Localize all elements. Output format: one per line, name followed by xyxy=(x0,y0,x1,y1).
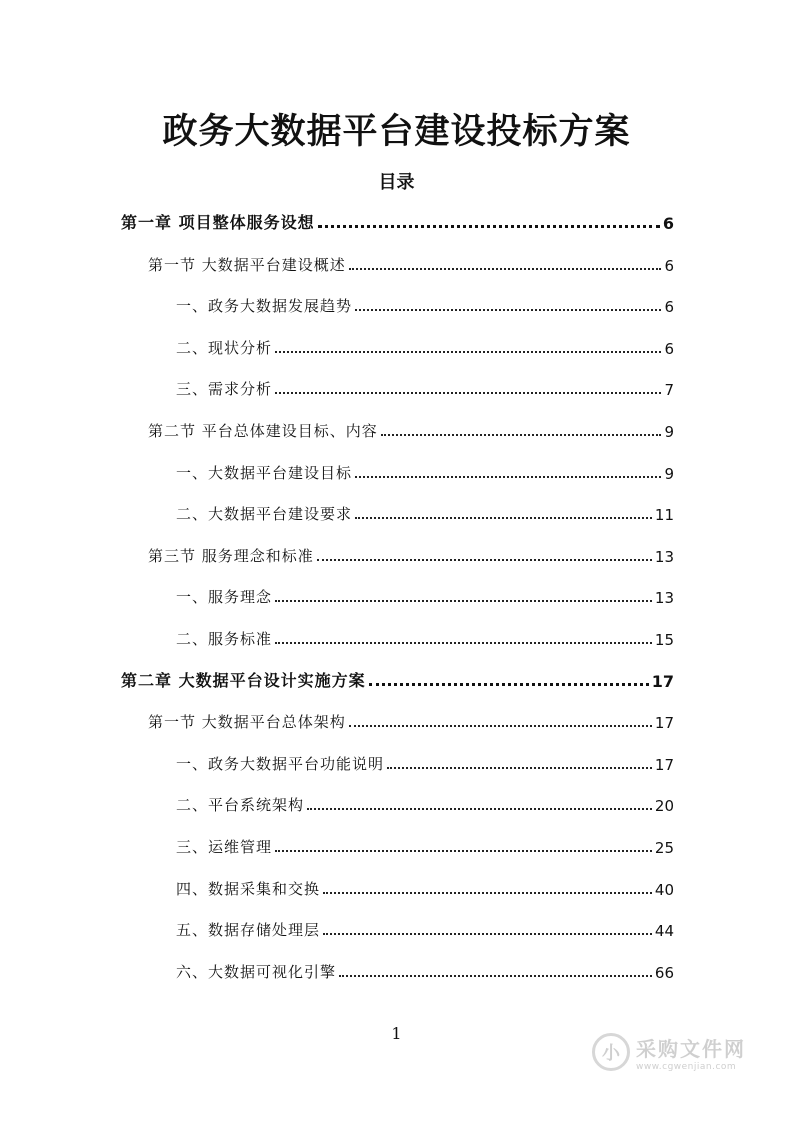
page-number: 1 xyxy=(391,1024,402,1043)
toc-entry[interactable] xyxy=(176,375,674,399)
toc-entry-label: 一、政务大数据发展趋势 xyxy=(176,297,353,315)
toc-entry[interactable] xyxy=(148,708,674,732)
toc-entry[interactable] xyxy=(176,292,674,316)
toc-entry-label: 第一章 项目整体服务设想 xyxy=(121,213,315,232)
toc-entry-page: 17 xyxy=(654,714,674,732)
document-title: 政务大数据平台建设投标方案 xyxy=(162,111,631,152)
toc-entry-page: 9 xyxy=(664,423,674,441)
toc-leader-dots xyxy=(387,767,652,769)
toc-entry[interactable] xyxy=(176,791,674,815)
toc-leader-dots xyxy=(317,559,652,561)
toc-leader-dots xyxy=(369,683,649,686)
toc-entry[interactable] xyxy=(176,750,674,774)
toc-entry-page: 7 xyxy=(664,381,674,399)
toc-entry-page: 44 xyxy=(654,922,674,940)
toc-entry[interactable] xyxy=(148,251,674,275)
toc-entry[interactable] xyxy=(148,542,674,566)
toc-entry[interactable] xyxy=(176,583,674,607)
toc-entry-page: 13 xyxy=(654,589,674,607)
toc-entry[interactable] xyxy=(176,500,674,524)
toc-leader-dots xyxy=(275,351,661,353)
toc-entry-page: 20 xyxy=(654,797,674,815)
watermark-name: 采购文件网 xyxy=(636,1036,746,1061)
toc-entry-page: 6 xyxy=(664,298,674,316)
toc-leader-dots xyxy=(349,725,652,727)
toc-leader-dots xyxy=(339,975,652,977)
toc-entry-label: 一、大数据平台建设目标 xyxy=(176,464,353,482)
toc-entry-label: 第二节 平台总体建设目标、内容 xyxy=(148,422,378,440)
toc-leader-dots xyxy=(275,392,661,394)
toc-entry-label: 二、服务标准 xyxy=(176,630,273,648)
toc-entry-label: 三、运维管理 xyxy=(176,838,273,856)
toc-leader-dots xyxy=(318,225,660,228)
toc-entry-page: 9 xyxy=(664,465,674,483)
toc-entry-page: 25 xyxy=(654,839,674,857)
toc-entry-page: 17 xyxy=(654,756,674,774)
toc-entry-page: 40 xyxy=(654,881,674,899)
toc-entry-page: 13 xyxy=(654,548,674,566)
toc-entry[interactable] xyxy=(148,417,674,441)
toc-entry-label: 一、政务大数据平台功能说明 xyxy=(176,755,385,773)
toc-entry-page: 11 xyxy=(654,506,674,524)
toc-leader-dots xyxy=(307,808,652,810)
toc-leader-dots xyxy=(349,268,662,270)
toc-entry[interactable] xyxy=(176,958,674,982)
toc-entry[interactable] xyxy=(176,334,674,358)
toc-entry-page: 6 xyxy=(664,340,674,358)
toc-entry[interactable] xyxy=(176,625,674,649)
toc-entry[interactable] xyxy=(176,875,674,899)
toc-leader-dots xyxy=(323,933,652,935)
toc-entry-page: 15 xyxy=(654,631,674,649)
toc-leader-dots xyxy=(275,850,652,852)
watermark xyxy=(592,1027,792,1077)
toc-entry-page: 6 xyxy=(662,214,674,233)
toc-entry[interactable] xyxy=(121,667,674,691)
toc-leader-dots xyxy=(355,309,661,311)
toc-entry-label: 六、大数据可视化引擎 xyxy=(176,963,337,981)
toc-leader-dots xyxy=(381,434,662,436)
toc-entry-label: 第三节 服务理念和标准 xyxy=(148,547,314,565)
toc-entry[interactable] xyxy=(176,459,674,483)
watermark-logo-icon: 小 xyxy=(592,1033,630,1071)
toc-entry-label: 四、数据采集和交换 xyxy=(176,880,321,898)
toc-leader-dots xyxy=(355,517,652,519)
toc-leader-dots xyxy=(275,642,652,644)
toc-entry-label: 第一节 大数据平台总体架构 xyxy=(148,713,346,731)
toc-heading: 目录 xyxy=(378,172,415,193)
toc-entry[interactable] xyxy=(176,833,674,857)
toc-entry-page: 6 xyxy=(664,257,674,275)
toc-entry-page: 17 xyxy=(651,672,674,691)
toc-entry[interactable] xyxy=(176,916,674,940)
toc-entry-label: 三、需求分析 xyxy=(176,380,273,398)
toc-leader-dots xyxy=(323,892,652,894)
toc-entry-label: 第一节 大数据平台建设概述 xyxy=(148,256,346,274)
toc-entry-label: 五、数据存储处理层 xyxy=(176,921,321,939)
toc-entry[interactable] xyxy=(121,209,674,233)
watermark-url: www.cgwenjian.com xyxy=(636,1061,737,1072)
toc-leader-dots xyxy=(275,600,652,602)
toc-entry-label: 二、大数据平台建设要求 xyxy=(176,505,353,523)
toc-leader-dots xyxy=(355,476,661,478)
toc-entry-label: 第二章 大数据平台设计实施方案 xyxy=(121,671,366,690)
toc-entry-label: 一、服务理念 xyxy=(176,588,273,606)
toc-entry-label: 二、现状分析 xyxy=(176,339,273,357)
toc-entry-label: 二、平台系统架构 xyxy=(176,796,305,814)
toc-entry-page: 66 xyxy=(654,964,674,982)
